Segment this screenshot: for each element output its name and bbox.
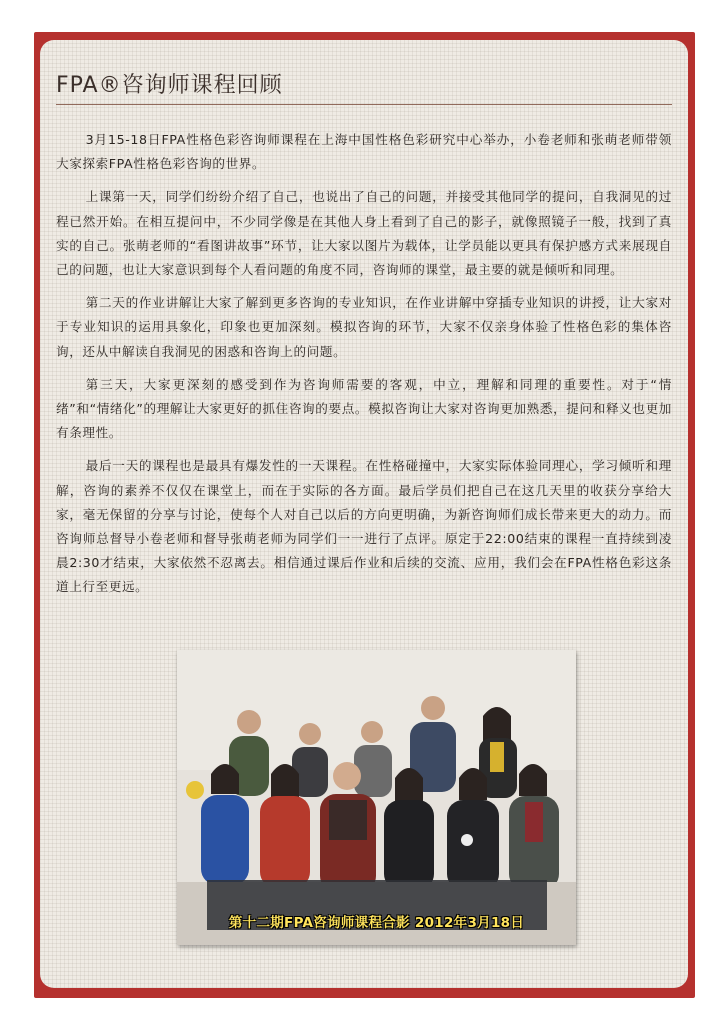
group-photo-illustration: [177, 650, 576, 945]
article-body: [56, 128, 672, 609]
group-photo: [177, 650, 576, 945]
paragraph-3: 第二天的作业讲解让大家了解到更多咨询的专业知识，在作业讲解中穿插专业知识的讲授，让大家对于专业知识的运用具象化，印象也更加深刻。模拟咨询的环节，大家不仅亲身体验了性格色彩的集体咨询，还从中解读自我洞见的困惑和咨询上的问题。: [56, 295, 672, 359]
title-divider: [56, 104, 672, 105]
page-title: FPA®咨询师课程回顾: [56, 73, 283, 98]
content-card: [40, 40, 688, 988]
paragraph-1: 3月15-18日FPA性格色彩咨询师课程在上海中国性格色彩研究中心举办，小卷老师和张萌老师带领大家探索FPA性格色彩咨询的世界。: [56, 132, 672, 172]
photo-caption: 第十二期FPA咨询师课程合影 2012年3月18日: [228, 915, 525, 931]
paragraph-2: 上课第一天，同学们纷纷介绍了自己，也说出了自己的问题，并接受其他同学的提问，自我洞见的过程已然开始。在相互提问中，不少同学像是在其他人身上看到了自己的影子，就像照镜子一般，找到了真实的自己。张萌老师的“看图讲故事”环节，让大家以图片为载体，让学员能以更具有保护感方式来展现自己的问题，也让大家意识到每个人看问题的角度不同，咨询师的课堂，最主要的就是倾听和同理。: [56, 189, 672, 278]
paragraph-5: 最后一天的课程也是最具有爆发性的一天课程。在性格碰撞中，大家实际体验同理心，学习倾听和理解，咨询的素养不仅仅在课堂上，而在于实际的各方面。最后学员们把自己在这几天里的收获分享给大家，毫无保留的分享与讨论，使每个人对自己以后的方向更明确，为新咨询师们成长带来更大的动力。而咨询师总督导小卷老师和督导张萌老师为同学们一一进行了点评。原定于22:00结束的课程一直持续到凌晨2:30才结束，大家依然不忍离去。相信通过课后作业和后续的交流、应用，我们会在FPA性格色彩这条道上行至更远。: [56, 458, 672, 595]
paragraph-4: 第三天，大家更深刻的感受到作为咨询师需要的客观，中立，理解和同理的重要性。对于“情绪”和“情绪化”的理解让大家更好的抓住咨询的要点。模拟咨询让大家对咨询更加熟悉，提问和释义也更加有条理性。: [56, 376, 672, 441]
